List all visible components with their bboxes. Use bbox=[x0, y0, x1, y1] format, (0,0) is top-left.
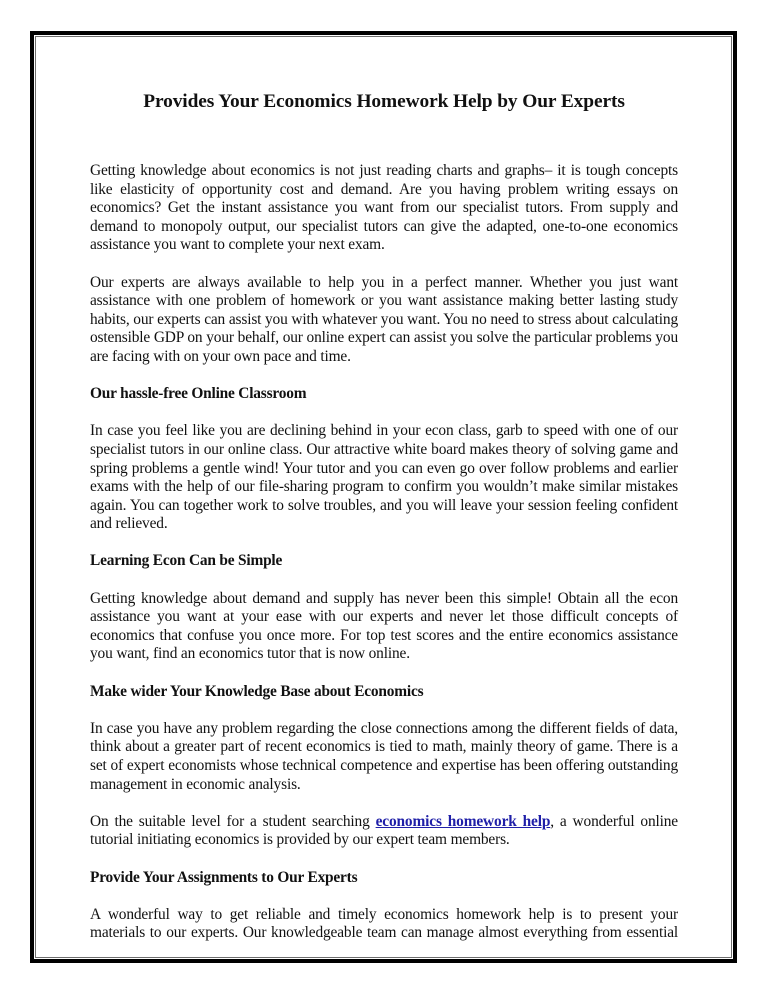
intro-paragraph-1: Getting knowledge about economics is not just reading charts and graphs– it is tough concepts like elasticity of opportunity cost and demand. Are you having problem writing essays on economics? Get the instant assistance you want from our specialist tutors. From supply and demand to monopoly output, our specialist tutors can give the adapted, one-to-one economics assistance you want to complete your next exam. bbox=[90, 162, 678, 254]
link-paragraph-after: , a wonderful online tutorial initiating economics is provided by our expert team members. bbox=[90, 812, 678, 849]
section-heading-assignments: Provide Your Assignments to Our Experts bbox=[90, 868, 358, 886]
document-title: Provides Your Economics Homework Help by Our Experts bbox=[143, 91, 625, 112]
document-content bbox=[90, 90, 678, 962]
link-paragraph bbox=[90, 813, 678, 850]
section-paragraph: In case you have any problem regarding the close connections among the different fields of data, think about a greater part of recent economics is tied to math, mainly theory of game. There is a set of expert economists whose technical competence and expertise has been offering outstanding management in economic analysis. bbox=[90, 719, 678, 793]
link-paragraph-before: On the suitable level for a student searching bbox=[90, 812, 376, 830]
section-paragraph: Getting knowledge about demand and supply has never been this simple! Obtain all the econ assistance you want at your ease with our experts and never let those difficult concepts of economics that confuse you once more. For top test scores and the entire economics assistance you want, find an economics tutor that is now online. bbox=[90, 589, 678, 663]
section-heading-online-classroom: Our hassle-free Online Classroom bbox=[90, 385, 307, 403]
intro-paragraph-2: Our experts are always available to help you in a perfect manner. Whether you just want assistance with one problem of homework or you want assistance making better lasting study habits, our experts can assist you with whatever you want. You no need to stress about calculating ostensible GDP on your behalf, our online expert can assist you solve the particular problems you are facing with on your own pace and time. bbox=[90, 273, 678, 365]
section-heading-knowledge-base: Make wider Your Knowledge Base about Economics bbox=[90, 682, 424, 700]
section-paragraph: In case you feel like you are declining behind in your econ class, garb to speed with one of our specialist tutors in our online class. Our attractive white board makes theory of solving game and spring problems a gentle wind! Your tutor and you can even go over follow problems and earlier exams with the help of our file-sharing program to confirm you wouldn’t make similar mistakes again. You can together work to solve troubles, and you will leave your session feeling confident and relieved. bbox=[90, 422, 678, 533]
economics-homework-help-link[interactable]: economics homework help bbox=[375, 812, 551, 830]
section-paragraph: A wonderful way to get reliable and timely economics homework help is to present your materials to our experts. Our knowledgeable team can manage almost everything from essential bbox=[90, 905, 678, 942]
document-body bbox=[90, 162, 678, 943]
section-heading-learning-econ: Learning Econ Can be Simple bbox=[90, 552, 283, 570]
